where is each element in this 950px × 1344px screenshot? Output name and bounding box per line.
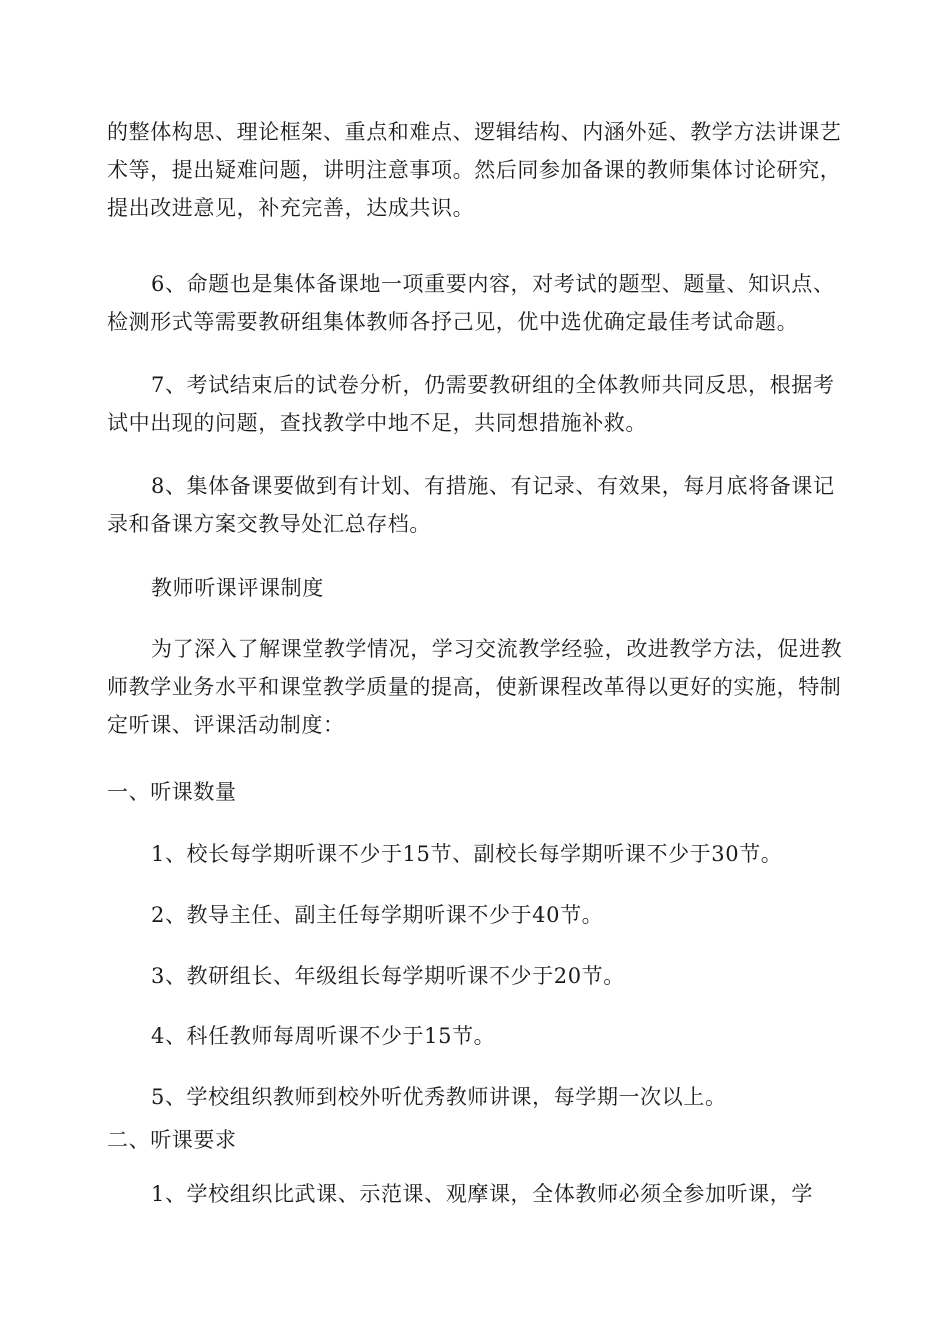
- paragraph-continuation: 的整体构思、理论框架、重点和难点、逻辑结构、内涵外延、教学方法讲课艺术等，提出疑难问题，讲明注意事项。然后同参加备课的教师集体讨论研究，提出改进意见，补充完善，达成共识。: [107, 120, 842, 220]
- quantity-item-5: 5、学校组织教师到校外听优秀教师讲课，每学期一次以上。: [151, 1085, 727, 1109]
- heading-listening-requirements: 二、听课要求: [107, 1128, 237, 1152]
- quantity-item-3: 3、教研组长、年级组长每学期听课不少于20节。: [151, 964, 625, 988]
- quantity-item-2: 2、教导主任、副主任每学期听课不少于40节。: [151, 903, 604, 927]
- paragraph-item-7: 7、考试结束后的试卷分析，仍需要教研组的全体教师共同反思，根据考试中出现的问题，查找教学中地不足，共同想措施补救。: [107, 373, 835, 435]
- paragraph-item-6: 6、命题也是集体备课地一项重要内容，对考试的题型、题量、知识点、检测形式等需要教研组集体教师各抒己见，优中选优确定最佳考试命题。: [107, 272, 835, 334]
- requirement-item-1: 1、学校组织比武课、示范课、观摩课，全体教师必须全参加听课，学: [151, 1182, 813, 1206]
- quantity-item-1: 1、校长每学期听课不少于15节、副校长每学期听课不少于30节。: [151, 842, 783, 866]
- section-title: 教师听课评课制度: [151, 576, 324, 600]
- heading-listening-quantity: 一、听课数量: [107, 780, 237, 804]
- paragraph-item-8: 8、集体备课要做到有计划、有措施、有记录、有效果，每月底将备课记录和备课方案交教导处汇总存档。: [107, 474, 835, 536]
- intro-paragraph: 为了深入了解课堂教学情况，学习交流教学经验，改进教学方法，促进教师教学业务水平和课堂教学质量的提高，使新课程改革得以更好的实施，特制定听课、评课活动制度：: [107, 637, 843, 737]
- quantity-item-4: 4、科任教师每周听课不少于15节。: [151, 1024, 496, 1048]
